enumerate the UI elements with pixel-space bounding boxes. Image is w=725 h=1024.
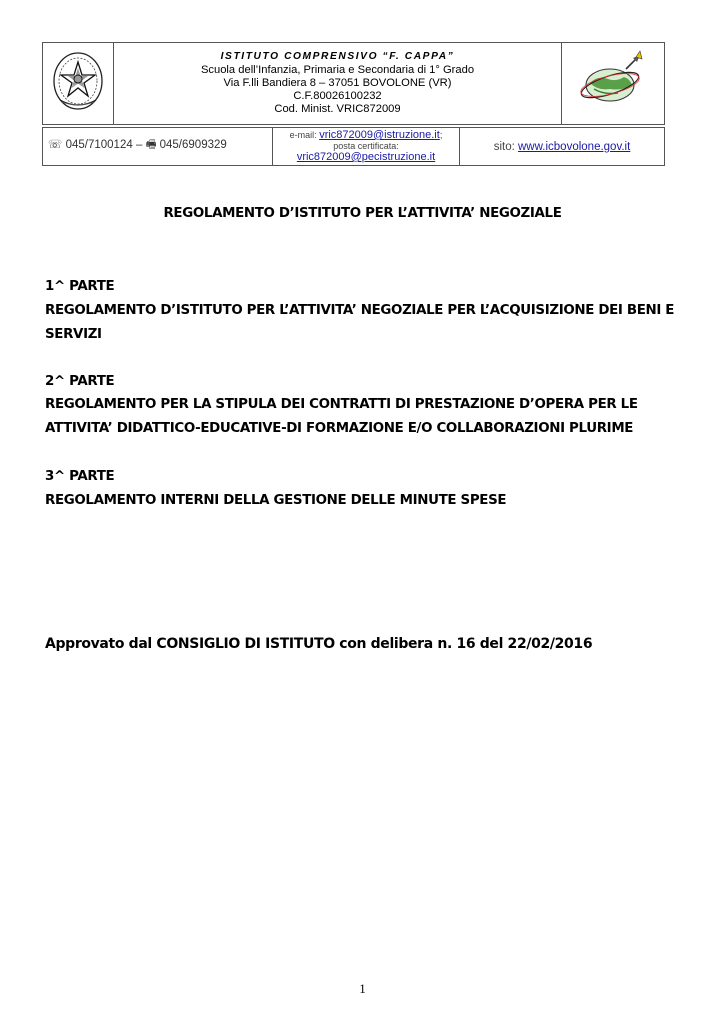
contacts-table <box>42 127 665 166</box>
telephone-icon: ☏ <box>48 139 63 151</box>
part-2-label: 2^ PARTE <box>45 374 115 389</box>
part-3-label: 3^ PARTE <box>45 469 115 484</box>
phone-separator: – <box>135 139 143 151</box>
part-3-title-line1: REGOLAMENTO INTERNI DELLA GESTIONE DELLE MINUTE SPESE <box>45 493 507 508</box>
institute-info-cell <box>114 43 562 125</box>
italian-republic-emblem-icon <box>50 48 106 114</box>
school-logo-icon <box>578 49 648 113</box>
tax-code: C.F.80026100232 <box>293 90 382 103</box>
approval-statement: Approvato dal CONSIGLIO DI ISTITUTO con delibera n. 16 del 22/02/2016 <box>45 636 593 652</box>
site-label: sito: <box>493 140 515 153</box>
phone-number: 045/7100124 <box>65 139 133 151</box>
part-1-title-line1: REGOLAMENTO D’ISTITUTO PER L’ATTIVITA’ NEGOZIALE PER L’ACQUISIZIONE DEI BENI E <box>45 303 675 318</box>
part-1-title-line2: SERVIZI <box>45 327 102 342</box>
pec-link[interactable]: vric872009@pecistruzione.it <box>296 151 436 163</box>
ministry-code: Cod. Minist. VRIC872009 <box>274 103 401 116</box>
page-number: 1 <box>359 981 366 996</box>
school-address: Via F.lli Bandiera 8 – 37051 BOVOLONE (VR) <box>223 76 452 89</box>
part-2-title-line2: ATTIVITA’ DIDATTICO-EDUCATIVE-DI FORMAZIONE E/O COLLABORAZIONI PLURIME <box>45 421 634 436</box>
fax-number: 045/6909329 <box>159 139 227 151</box>
republic-emblem-cell <box>43 43 114 125</box>
email-label: e-mail: <box>289 130 317 140</box>
email-cell <box>273 128 460 166</box>
website-cell <box>460 128 665 166</box>
email-link[interactable]: vric872009@istruzione.it <box>319 129 440 141</box>
institute-name: ISTITUTO COMPRENSIVO “F. CAPPA” <box>220 51 455 63</box>
fax-icon: 🖷 <box>145 139 157 151</box>
school-logo-cell <box>562 43 665 125</box>
website-link[interactable]: www.icbovolone.gov.it <box>518 140 631 153</box>
email-suffix: ; <box>439 130 443 140</box>
letterhead-table <box>42 42 665 125</box>
school-type: Scuola dell’Infanzia, Primaria e Secondaria di 1° Grado <box>200 63 475 76</box>
phone-fax-cell <box>43 128 273 166</box>
document-title: REGOLAMENTO D’ISTITUTO PER L’ATTIVITA’ NEGOZIALE <box>163 206 562 221</box>
part-1-label: 1^ PARTE <box>45 279 115 294</box>
part-2-title-line1: REGOLAMENTO PER LA STIPULA DEI CONTRATTI DI PRESTAZIONE D’OPERA PER LE <box>45 397 638 412</box>
pec-label: posta certificata: <box>333 141 399 151</box>
